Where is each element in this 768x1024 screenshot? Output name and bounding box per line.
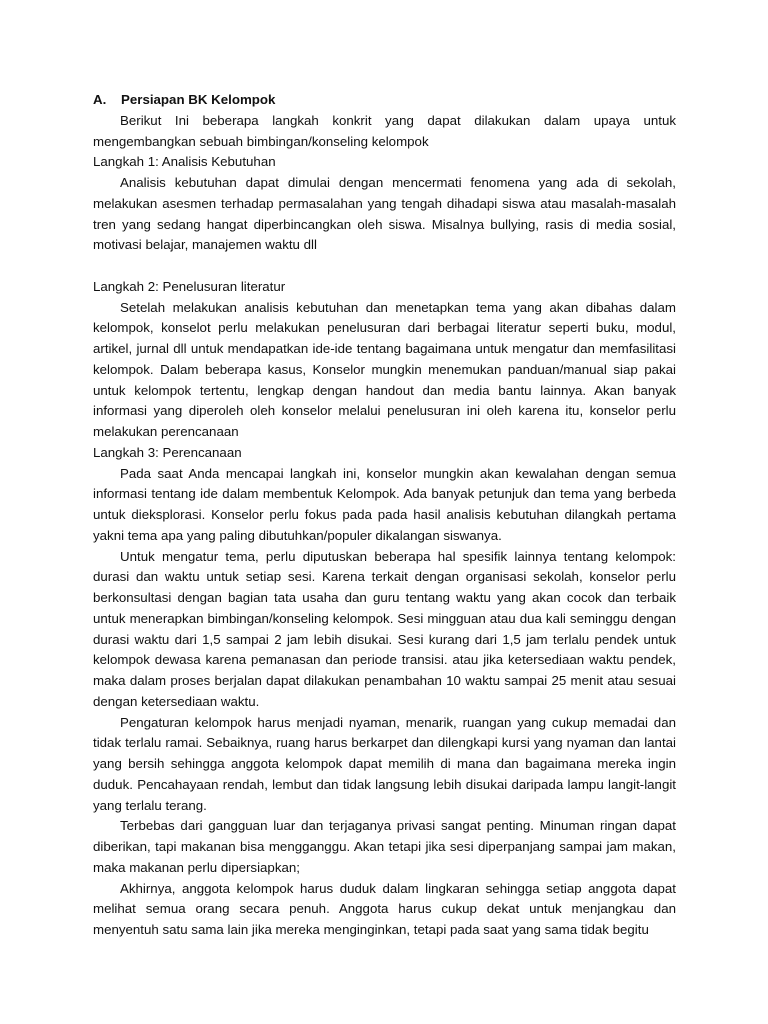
step-3-paragraph-1: Pada saat Anda mencapai langkah ini, konselor mungkin akan kewalahan dengan semua informasi tentang ide dalam membentuk Kelompok. Ada banyak petunjuk dan tema yang berbeda untuk dieksplorasi. Konselor perlu fokus pada pada hasil analisis kebutuhan dilangkah pertama yakni tema apa yang paling dibutuhkan/populer dikalangan siswanya. xyxy=(93,465,676,543)
step-3-paragraph-3: Pengaturan kelompok harus menjadi nyaman, menarik, ruangan yang cukup memadai dan tidak terlalu ramai. Sebaiknya, ruang harus berkarpet dan dilengkapi kursi yang nyaman dan lantai yang bersih sehingga anggota kelompok dapat memilih di mana dan bagaimana mereka ingin duduk. Pencahayaan rendah, lembut dan tidak langsung lebih disukai daripada lampu langit-langit yang terlalu terang. xyxy=(93,714,676,813)
section-title: Persiapan BK Kelompok xyxy=(121,92,276,107)
step-2-heading: Langkah 2: Penelusuran literatur xyxy=(93,278,286,294)
section-number: A. xyxy=(93,92,107,107)
step-3-paragraph-5: Akhirnya, anggota kelompok harus duduk dalam lingkaran sehingga setiap anggota dapat melihat semua orang secara penuh. Anggota harus cukup dekat untuk menjangkau dan menyentuh satu sama lain jika mereka menginginkan, tetapi pada saat yang sama tidak begitu xyxy=(93,880,676,937)
step-3-heading: Langkah 3: Perencanaan xyxy=(93,444,242,460)
step-3-paragraph-2: Untuk mengatur tema, perlu diputuskan beberapa hal spesifik lainnya tentang kelompok: durasi dan waktu untuk setiap sesi. Karena terkait dengan organisasi sekolah, konselor perlu berkonsultasi dengan bagian tata usaha dan guru tentang waktu yang akan cocok dan terbaik untuk menerapkan bimbingan/konseling kelompok. Sesi mingguan atau dua kali seminggu dengan durasi waktu dari 1,5 sampai 2 jam lebih disukai. Sesi kurang dari 1,5 jam terlalu pendek untuk kelompok dewasa karena pemanasan dan periode transisi. atau jika ketersediaan waktu pendek, maka dalam proses berjalan dapat dilakukan penambahan 10 waktu sampai 25 menit atau sesuai dengan ketersediaan waktu. xyxy=(93,548,676,709)
intro-paragraph: Berikut Ini beberapa langkah konkrit yang dapat dilakukan dalam upaya untuk mengembangkan sebuah bimbingan/konseling kelompok xyxy=(93,112,676,149)
step-3-paragraph-4: Terbebas dari gangguan luar dan terjaganya privasi sangat penting. Minuman ringan dapat diberikan, tapi makanan bisa mengganggu. Akan tetapi jika sesi diperpanjang sampai jam makan, maka makanan perlu dipersiapkan; xyxy=(93,818,676,875)
step-1-paragraph: Analisis kebutuhan dapat dimulai dengan mencermati fenomena yang ada di sekolah, melakukan asesmen terhadap permasalahan yang tengah dihadapi siswa atau masalah-masalah tren yang sedang hangat diperbincangkan oleh siswa. Misalnya bullying, rasis di media sosial, motivasi belajar, manajemen waktu dll xyxy=(93,175,676,253)
section-heading xyxy=(93,90,676,111)
blank-line xyxy=(93,256,676,277)
step-1-heading: Langkah 1: Analisis Kebutuhan xyxy=(93,154,276,170)
step-2-paragraph: Setelah melakukan analisis kebutuhan dan menetapkan tema yang akan dibahas dalam kelompok, konselot perlu melakukan penelusuran dari berbagai literatur seperti buku, modul, artikel, jurnal dll untuk mendapatkan ide-ide tentang bagaimana untuk mengatur dan memfasilitasi kelompok. Dalam beberapa kasus, Konselor mungkin menemukan panduan/manual siap pakai untuk kelompok tertentu, lengkap dengan handout dan media bantu lainnya. Akan banyak informasi yang diperoleh oleh konselor melalui penelusuran ini oleh karena itu, konselor perlu melakukan perencanaan xyxy=(93,299,676,439)
